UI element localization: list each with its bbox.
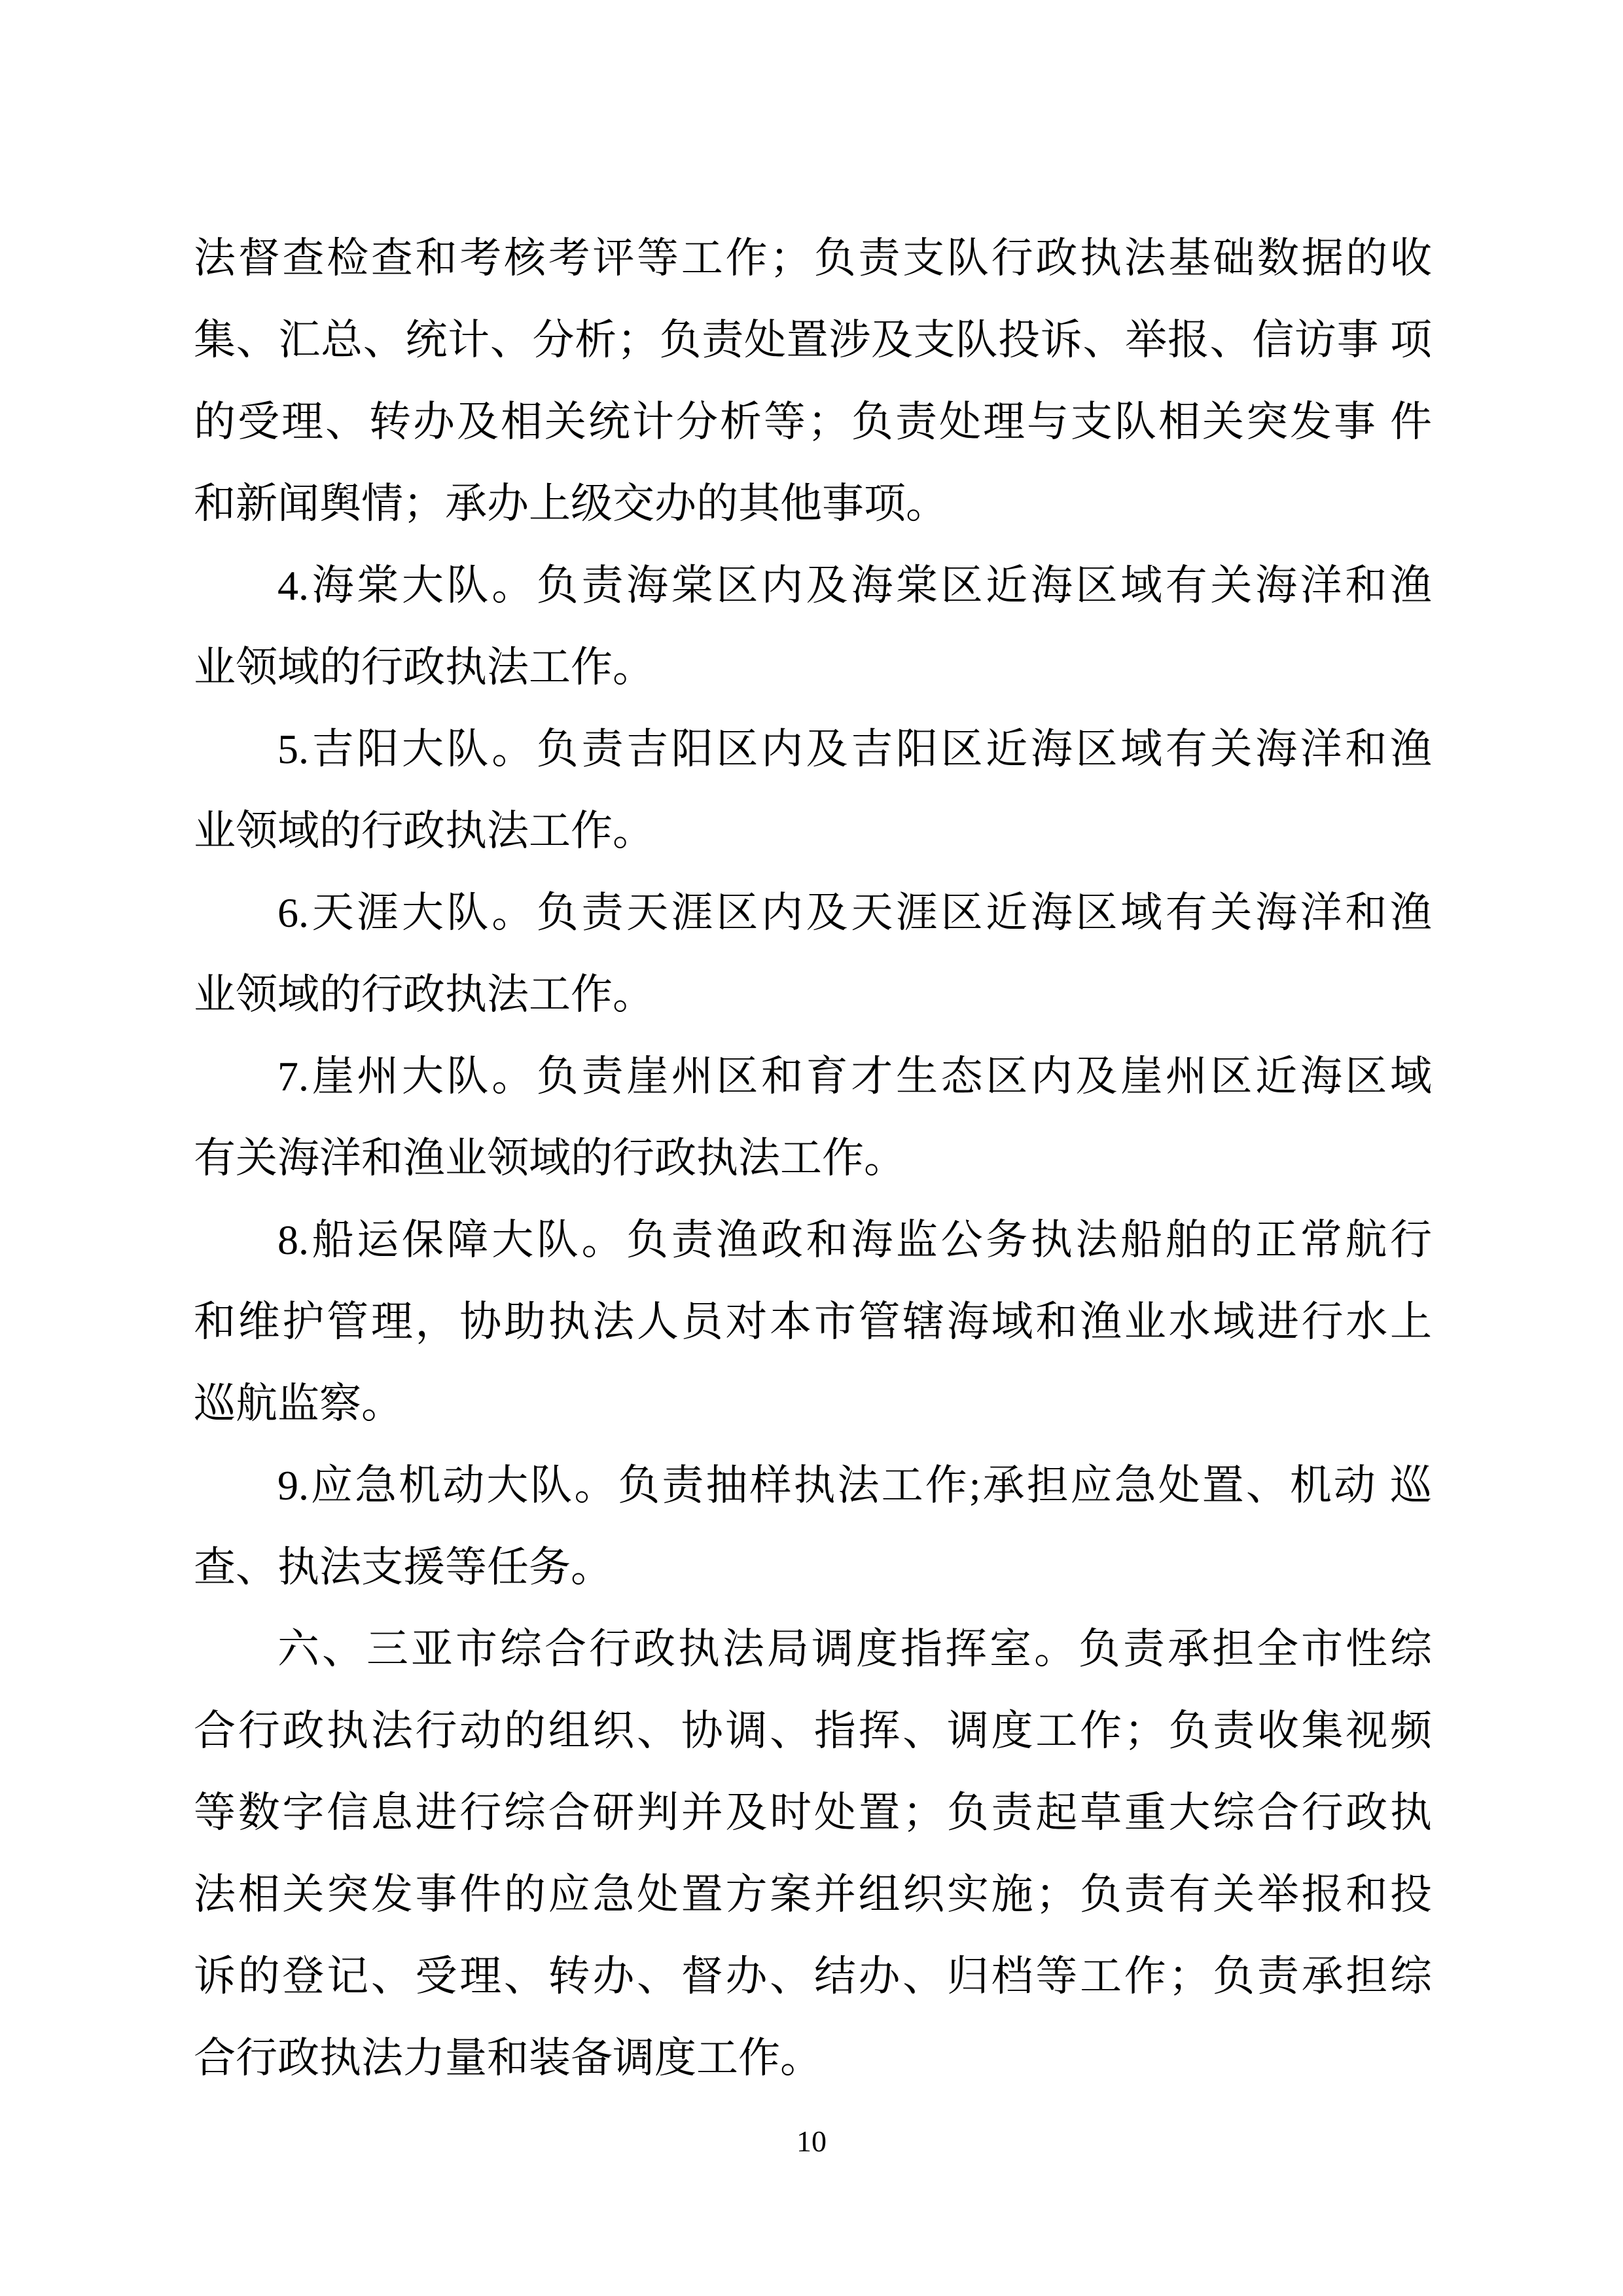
text-line: 巡航监察。 bbox=[194, 1380, 403, 1427]
text-line: 9.应急机动大队。负责抽样执法工作;承担应急处置、机动 巡 bbox=[277, 1462, 1432, 1509]
text-line: 集、汇总、统计、分析；负责处置涉及支队投诉、举报、信访事 项 bbox=[194, 317, 1432, 363]
text-line: 业领域的行政执法工作。 bbox=[194, 971, 654, 1018]
text-line: 合行政执法力量和装备调度工作。 bbox=[194, 2035, 822, 2081]
text-line: 7.崖州大队。负责崖州区和育才生态区内及崖州区近海区域 bbox=[277, 1053, 1432, 1100]
text-line: 法督查检查和考核考评等工作；负责支队行政执法基础数据的收 bbox=[194, 235, 1432, 281]
text-line: 等数字信息进行综合研判并及时处置；负责起草重大综合行政执 bbox=[194, 1789, 1432, 1836]
text-line: 4.海棠大队。负责海棠区内及海棠区近海区域有关海洋和渔 bbox=[277, 562, 1432, 609]
text-line: 业领域的行政执法工作。 bbox=[194, 808, 654, 854]
text-line: 6.天涯大队。负责天涯区内及天涯区近海区域有关海洋和渔 bbox=[277, 889, 1432, 936]
text-line: 法相关突发事件的应急处置方案并组织实施；负责有关举报和投 bbox=[194, 1871, 1432, 1918]
text-line: 的受理、转办及相关统计分析等；负责处理与支队相关突发事 件 bbox=[194, 399, 1432, 445]
text-line: 合行政执法行动的组织、协调、指挥、调度工作；负责收集视频 bbox=[194, 1708, 1432, 1754]
text-line: 和新闻舆情；承办上级交办的其他事项。 bbox=[194, 480, 948, 527]
text-line: 查、执法支援等任务。 bbox=[194, 1544, 613, 1590]
text-line: 8.船运保障大队。负责渔政和海监公务执法船舶的正常航行 bbox=[277, 1217, 1432, 1263]
text-line: 5.吉阳大队。负责吉阳区内及吉阳区近海区域有关海洋和渔 bbox=[277, 726, 1432, 772]
body-text bbox=[194, 217, 1432, 2099]
text-line: 有关海洋和渔业领域的行政执法工作。 bbox=[194, 1135, 906, 1181]
page-number: 10 bbox=[796, 2125, 827, 2158]
text-line: 诉的登记、受理、转办、督办、结办、归档等工作；负责承担综 bbox=[194, 1953, 1432, 2000]
text-line: 和维护管理，协助执法人员对本市管辖海域和渔业水域进行水上 bbox=[194, 1299, 1432, 1345]
text-line: 业领域的行政执法工作。 bbox=[194, 644, 654, 691]
text-line: 六、三亚市综合行政执法局调度指挥室。负责承担全市性综 bbox=[277, 1626, 1432, 1672]
